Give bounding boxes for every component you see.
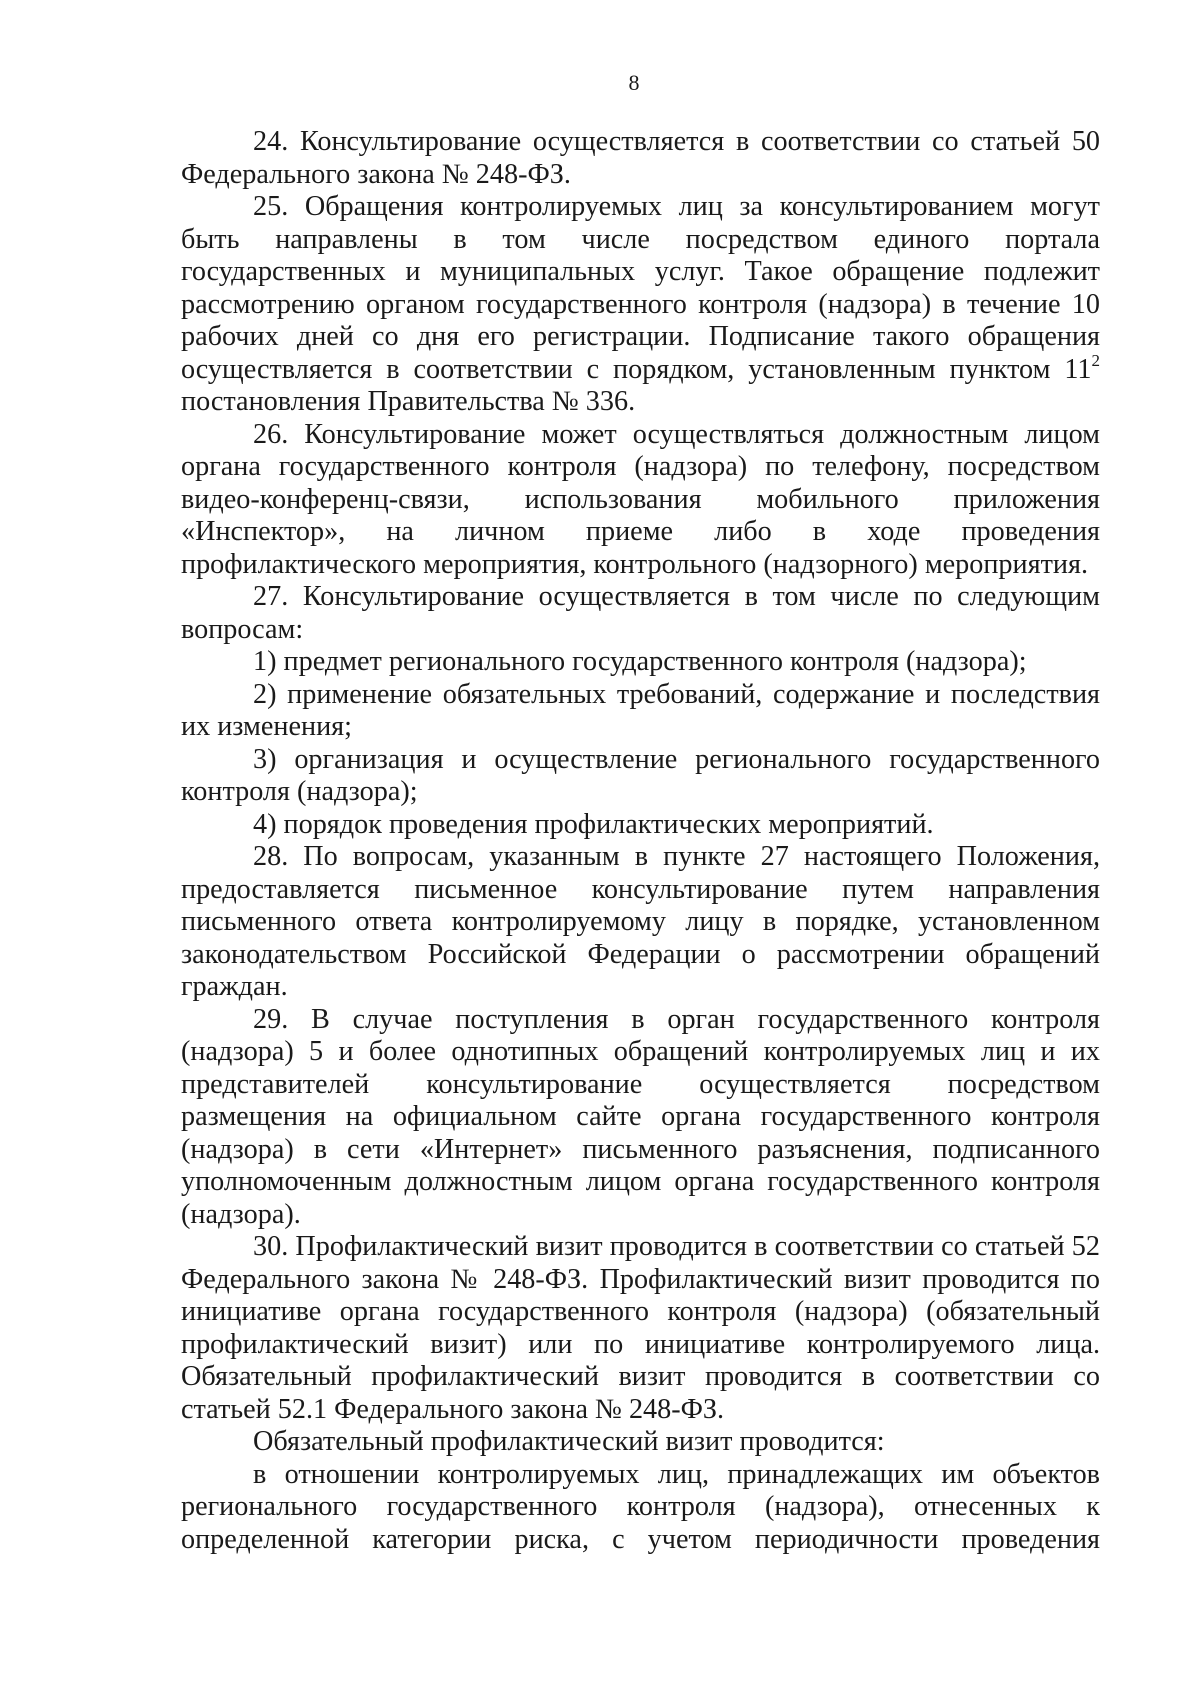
paragraph-25-text: 25. Обращения контролируемых лиц за консультированием могут быть направлены в том числе посредством единого портала государственных и муниципальных услуг. Такое обращение подлежит рассмотрению органом государственного контроля (надзора) в течение 10 рабочих дней со дня его регистрации. Подписание такого обращения осуществляется в соответствии с порядком, установленным пунктом 11 — [181, 191, 1100, 385]
paragraph-27-item-3: 3) организация и осуществление регионального государственного контроля (надзора); — [181, 743, 1100, 807]
paragraph-26: 26. Консультирование может осуществляться должностным лицом органа государственного контроля (надзора) по телефону, посредством видео-конференц-связи, использования мобильного приложения «Инспектор», на личном приеме либо в ходе проведения профилактического мероприятия, контрольного (надзорного) мероприятия. — [181, 418, 1100, 580]
page-number: 8 — [628, 70, 640, 95]
paragraph-27-item-2: 2) применение обязательных требований, содержание и последствия их изменения; — [181, 678, 1100, 742]
paragraph-30-mandatory-intro: Обязательный профилактический визит проводится: — [253, 1426, 885, 1457]
document-body — [181, 126, 1100, 1556]
paragraph-29: 29. В случае поступления в орган государственного контроля (надзора) 5 и более однотипных обращений контролируемых лиц и их представителей консультирование осуществляется посредством размещения на официальном сайте органа государственного контроля (надзора) в сети «Интернет» письменного разъяснения, подписанного уполномоченным должностным лицом органа государственного контроля (надзора). — [181, 1003, 1100, 1230]
paragraph-30-mandatory-item: в отношении контролируемых лиц, принадлежащих им объектов регионального государственного контроля (надзора), отнесенных к определенной категории риска, с учетом периодичности проведения — [181, 1458, 1100, 1555]
paragraph-27-item-4: 4) порядок проведения профилактических мероприятий. — [253, 808, 934, 840]
paragraph-30: 30. Профилактический визит проводится в соответствии со статьей 52 Федерального закона № 248-ФЗ. Профилактический визит проводится по инициативе органа государственного контроля (надзора) (обязательный профилактический визит) или по инициативе контролируемого лица. Обязательный профилактический визит проводится в соответствии со статьей 52.1 Федерального закона № 248-ФЗ. — [181, 1231, 1100, 1425]
paragraph-28: 28. По вопросам, указанным в пункте 27 настоящего Положения, предоставляется письменное консультирование путем направления письменного ответа контролируемому лицу в порядке, установленном законодательством Российской Федерации о рассмотрении обращений граждан. — [181, 841, 1100, 1002]
paragraph-27: 27. Консультирование осуществляется в том числе по следующим вопросам: — [181, 581, 1100, 645]
paragraph-25-tail: постановления Правительства № 336. — [181, 386, 636, 417]
paragraph-25-superscript: 2 — [1091, 350, 1100, 370]
paragraph-24: 24. Консультирование осуществляется в соответствии со статьей 50 Федерального закона № 248-ФЗ. — [181, 126, 1100, 190]
paragraph-27-item-1: 1) предмет регионального государственного контроля (надзора); — [253, 646, 1027, 677]
paragraph-25 — [181, 191, 1100, 419]
